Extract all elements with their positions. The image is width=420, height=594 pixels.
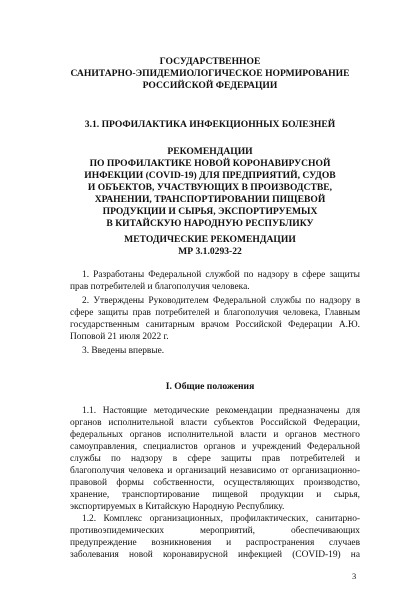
section-heading-text: I. Общие положения [165, 381, 255, 392]
text-line: 1. Разработаны Федеральной службой по надзору в сфере защиты [82, 270, 360, 280]
intro-paragraph-1 [70, 269, 360, 293]
header-line: ГОСУДАРСТВЕННОЕ [159, 56, 261, 67]
title-line: РЕКОМЕНДАЦИИ [167, 146, 253, 157]
text-line: прав потребителей и благополучия человека. [70, 282, 250, 292]
text-line: 3. Введены впервые. [82, 346, 165, 356]
text-line: предупреждение возникновения и распространения случаев [70, 538, 360, 548]
text-line: сфере защиты прав потребителей и благополучия человека, Главным [70, 308, 360, 318]
text-line: службы по надзору в сфере защиты прав потребителей и [70, 454, 360, 464]
text-line: противоэпидемических мероприятий, обеспечивающих [70, 526, 360, 536]
title-line: В КИТАЙСКУЮ НАРОДНУЮ РЕСПУБЛИКУ [106, 218, 314, 229]
document-type [60, 234, 360, 258]
section-code [60, 119, 360, 131]
text-line: федеральных органов исполнительной власти и органов местного [70, 430, 360, 440]
text-line: хранение, транспортирование пищевой продукции и сырья, [70, 490, 360, 500]
title-line: И ОБЪЕКТОВ, УЧАСТВУЮЩИХ В ПРОИЗВОДСТВЕ, [87, 182, 333, 193]
text-line: благополучия человека и организаций независимо от организационно- [70, 466, 360, 476]
text-line: заболевания новой коронавирусной инфекцией (COVID-19) на [70, 550, 360, 560]
title-line: ПРОДУКЦИИ И СЫРЬЯ, ЭКСПОРТИРУЕМЫХ [102, 206, 318, 217]
page-number: 3 [352, 571, 357, 581]
title-line: ПО ПРОФИЛАКТИКЕ НОВОЙ КОРОНАВИРУСНОЙ [89, 158, 331, 169]
doc-type-number: МР 3.1.0293-22 [178, 246, 242, 257]
intro-paragraph-3 [70, 345, 360, 357]
doc-type-line: МЕТОДИЧЕСКИЕ РЕКОМЕНДАЦИИ [124, 234, 296, 245]
header-line: САНИТАРНО-ЭПИДЕМИОЛОГИЧЕСКОЕ НОРМИРОВАНИЕ [70, 68, 350, 79]
section-heading [60, 381, 360, 393]
text-line: 2. Утверждены Руководителем Федеральной службы по надзору в [82, 296, 360, 306]
text-line: государственным санитарным врачом Российской Федерации А.Ю. [70, 320, 360, 330]
section-code-text: 3.1. ПРОФИЛАКТИКА ИНФЕКЦИОННЫХ БОЛЕЗНЕЙ [84, 119, 336, 130]
document-header [60, 56, 360, 92]
text-line: 1.1. Настоящие методические рекомендации предназначены для [82, 406, 360, 416]
text-line: самоуправления, специалистов органов и учреждений Федеральной [70, 442, 360, 452]
body-paragraph-1-2 [70, 513, 360, 561]
text-line: правовой формы собственности, осуществляющих производство, [70, 478, 360, 488]
intro-paragraph-2 [70, 295, 360, 343]
header-line: РОССИЙСКОЙ ФЕДЕРАЦИИ [142, 80, 278, 91]
text-line: экспортируемых в Китайскую Народную Республику. [70, 502, 285, 512]
body-paragraph-1-1 [70, 405, 360, 513]
title-line: ИНФЕКЦИИ (COVID-19) ДЛЯ ПРЕДПРИЯТИЙ, СУДОВ [84, 170, 336, 181]
recommendation-title [60, 146, 360, 230]
text-line: Поповой 21 июля 2022 г. [70, 332, 169, 342]
title-line: ХРАНЕНИИ, ТРАНСПОРТИРОВАНИИ ПИЩЕВОЙ [94, 194, 326, 205]
text-line: органов исполнительной власти субъектов Российской Федерации, [70, 418, 360, 428]
text-line: 1.2. Комплекс организационных, профилактических, санитарно- [82, 514, 360, 524]
